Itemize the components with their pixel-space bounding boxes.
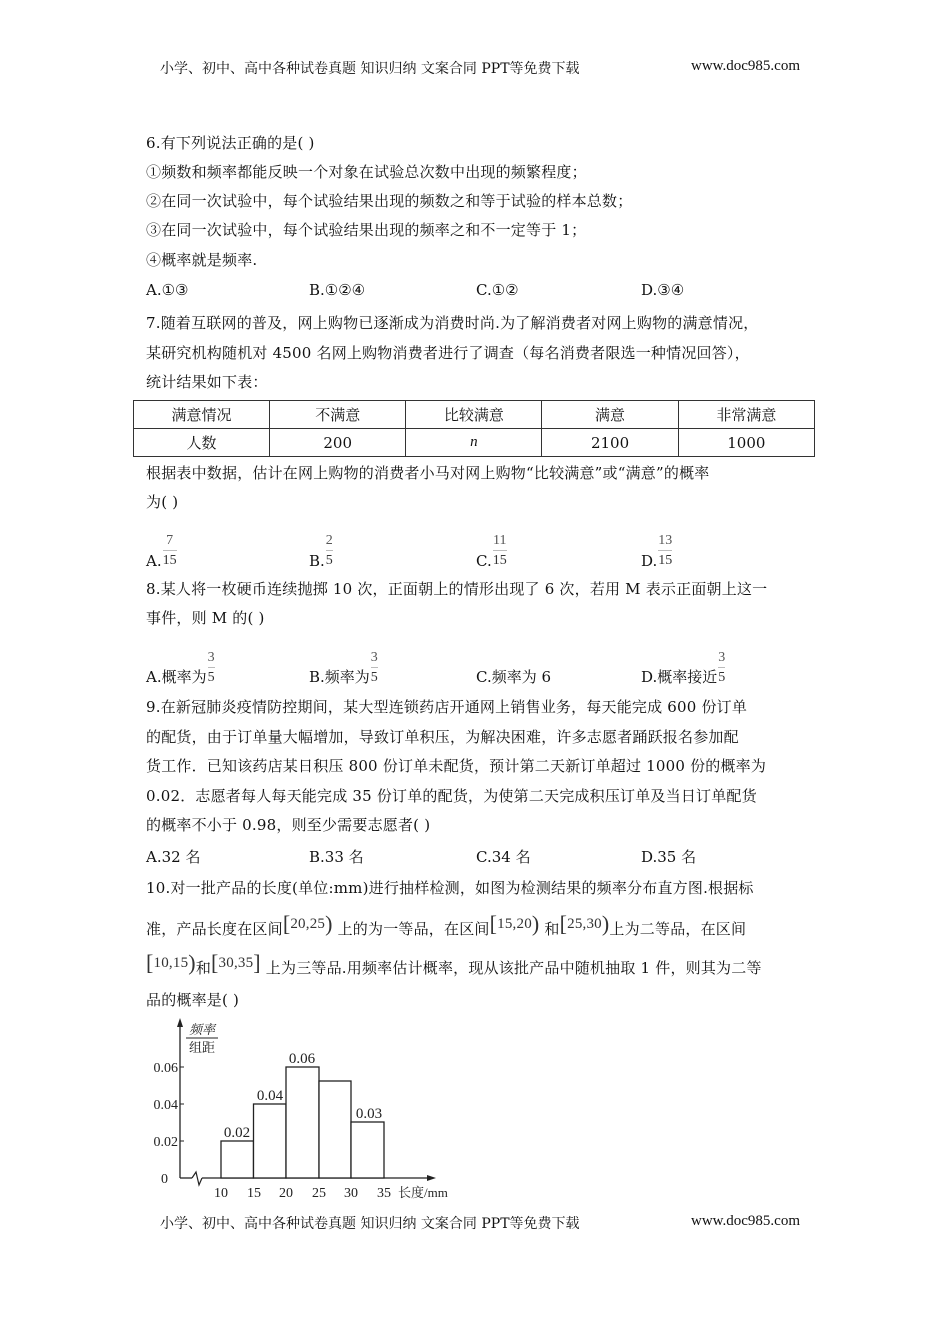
x-tick-label: 35 <box>377 1186 391 1201</box>
footer-site-link[interactable]: www.doc985.com <box>690 1213 800 1229</box>
option-label: A.概率为 <box>146 668 207 686</box>
option-label: B.频率为 <box>309 668 370 686</box>
option-label: B. <box>309 552 325 570</box>
x-axis-label: 长度/mm <box>398 1185 448 1200</box>
fraction-bar <box>163 550 177 551</box>
right-paren: ) <box>325 911 333 936</box>
text: 和 <box>544 920 560 938</box>
denominator: 5 <box>718 670 726 685</box>
x-tick-label: 15 <box>247 1186 261 1201</box>
table-header-row <box>134 401 815 429</box>
q9-stem-line-5: 的概率不小于 0.98，则至少需要志愿者( ) <box>146 816 431 834</box>
y-axis-label-top: 频率 <box>188 1022 216 1037</box>
left-bracket: [ <box>559 911 568 936</box>
q8-option-c[interactable] <box>476 637 551 687</box>
y-tick-label: 0.06 <box>153 1061 178 1076</box>
page-header <box>160 58 800 78</box>
denominator: 15 <box>658 553 673 568</box>
table-cell: 非常满意 <box>678 401 814 429</box>
fraction-bar <box>718 667 725 668</box>
denominator: 5 <box>370 670 378 685</box>
q9-stem-line-4: 0.02．志愿者每人每天能完成 35 份订单的配货，为使第二天完成积压订单及当日订单配货 <box>146 787 757 805</box>
q9-stem-line-3: 货工作．已知该药店某日积压 800 份订单未配货，预计第二天新订单超过 1000 份的概率为 <box>146 757 767 775</box>
option-label: D.概率接近 <box>641 668 718 686</box>
fraction-bar <box>371 667 378 668</box>
q8-option-d[interactable] <box>641 637 725 687</box>
q6-options <box>146 281 826 305</box>
numerator: 3 <box>370 650 378 665</box>
interval-values: 25,30 <box>567 916 602 932</box>
numerator: 3 <box>718 650 726 665</box>
fraction-bar <box>493 550 507 551</box>
satisfaction-table <box>133 400 815 457</box>
right-paren: ) <box>531 911 540 936</box>
y-axis-label-bottom: 组距 <box>188 1040 216 1055</box>
y-tick-label: 0.02 <box>153 1135 178 1150</box>
page-footer <box>160 1213 800 1233</box>
q7-option-a[interactable] <box>146 520 177 570</box>
x-tick-label: 20 <box>279 1186 293 1201</box>
q9-stem-line-1: 9.在新冠肺炎疫情防控期间，某大型连锁药店开通网上销售业务，每天能完成 600 份订单 <box>146 698 748 716</box>
right-paren: ) <box>601 911 610 936</box>
denominator: 5 <box>325 553 333 568</box>
fraction <box>493 533 507 568</box>
q6-option-d[interactable]: D.③④ <box>641 281 685 299</box>
numerator: 7 <box>166 533 174 548</box>
q6-statement-3: ③在同一次试验中，每个试验结果出现的频率之和不一定等于 1； <box>146 221 587 239</box>
table-cell: 人数 <box>134 429 270 457</box>
q7-option-b[interactable] <box>309 520 333 570</box>
q9-option-c[interactable]: C.34 名 <box>476 848 531 866</box>
q9-options <box>146 846 826 870</box>
interval-values: 15,20 <box>497 916 532 932</box>
histogram-bar-30-35 <box>351 1122 384 1178</box>
y-tick-label: 0 <box>161 1172 168 1187</box>
option-label: C. <box>476 552 492 570</box>
q10-stem-line-1: 10.对一批产品的长度(单位:mm)进行抽样检测，如图为检测结果的频率分布直方图.根据标 <box>146 879 754 897</box>
q9-option-a[interactable]: A.32 名 <box>146 848 201 866</box>
q8-options <box>146 637 826 687</box>
q9-option-d[interactable]: D.35 名 <box>641 848 697 866</box>
q10-stem-line-2 <box>146 911 747 940</box>
q7-option-d[interactable] <box>641 520 672 570</box>
q6-statement-1: ①频数和频率都能反映一个对象在试验总次数中出现的频繁程度； <box>146 163 587 181</box>
interval-20-25 <box>282 911 333 936</box>
numerator: 11 <box>492 533 507 548</box>
q8-stem-line-1: 8.某人将一枚硬币连续抛掷 10 次，正面朝上的情形出现了 6 次，若用 M 表示正面朝上这一 <box>146 580 768 598</box>
table-cell: n <box>406 429 542 457</box>
bar-label: 0.06 <box>288 1051 316 1067</box>
interval-30-35 <box>211 950 261 975</box>
interval-values: 10,15 <box>153 955 189 971</box>
header-text: 小学、初中、高中各种试卷真题 知识归纳 文案合同 PPT等免费下载 <box>160 61 580 77</box>
numerator: 2 <box>325 533 333 548</box>
table-cell: 不满意 <box>270 401 406 429</box>
histogram-bar-20-25 <box>286 1067 319 1178</box>
q7-stem-line-2: 某研究机构随机对 4500 名网上购物消费者进行了调查（每名消费者限选一种情况回答）， <box>146 344 750 362</box>
q7-question-line-1: 根据表中数据，估计在网上购物的消费者小马对网上购物“比较满意”或“满意”的概率 <box>146 464 710 482</box>
q9-stem-line-2: 的配货，由于订单量大幅增加，导致订单积压，为解决困难，许多志愿者踊跃报名参加配 <box>146 728 739 746</box>
fraction-bar <box>208 667 215 668</box>
fraction <box>371 650 378 685</box>
denominator: 15 <box>162 553 177 568</box>
q10-stem-line-3 <box>146 950 762 979</box>
q6-stem: 6.有下列说法正确的是( ) <box>146 134 315 152</box>
q6-option-c[interactable]: C.①② <box>476 281 519 299</box>
denominator: 15 <box>492 553 507 568</box>
q9-option-b[interactable]: B.33 名 <box>309 848 364 866</box>
q6-option-a[interactable]: A.①③ <box>146 281 189 299</box>
numerator: 3 <box>207 650 215 665</box>
axis-break-icon <box>192 1172 202 1185</box>
fraction <box>326 533 333 568</box>
denominator: 5 <box>207 670 215 685</box>
frequency-histogram <box>140 1015 480 1205</box>
table-row <box>134 429 815 457</box>
interval-10-15 <box>146 950 196 975</box>
interval-values: 30,35 <box>218 955 254 971</box>
x-axis-arrow-icon <box>427 1175 436 1181</box>
y-axis-arrow-icon <box>177 1018 183 1027</box>
q6-option-b[interactable]: B.①②④ <box>309 281 366 299</box>
bar-label: 0.02 <box>223 1125 251 1141</box>
fraction <box>208 650 215 685</box>
text: 上的为一等品，在区间 <box>337 920 490 938</box>
table-cell: 2100 <box>542 429 678 457</box>
left-bracket: [ <box>146 950 154 975</box>
fraction-bar <box>326 550 333 551</box>
fraction <box>658 533 672 568</box>
q7-stem-line-1: 7.随着互联网的普及，网上购物已逐渐成为消费时尚.为了解消费者对网上购物的满意情况， <box>146 314 759 332</box>
table-cell: 比较满意 <box>406 401 542 429</box>
option-label: C.频率为 6 <box>476 668 552 686</box>
q8-option-b[interactable] <box>309 637 378 687</box>
fraction-bar <box>658 550 672 551</box>
fraction <box>163 533 177 568</box>
left-bracket: [ <box>282 911 291 936</box>
table-cell: 200 <box>270 429 406 457</box>
table-cell: 1000 <box>678 429 814 457</box>
footer-text: 小学、初中、高中各种试卷真题 知识归纳 文案合同 PPT等免费下载 <box>160 1216 580 1232</box>
x-tick-label: 30 <box>344 1186 358 1201</box>
bar-label: 0.04 <box>256 1088 284 1104</box>
histogram-bar-25-30 <box>319 1081 351 1178</box>
interval-25-30 <box>559 911 610 936</box>
x-tick-label: 25 <box>312 1186 326 1201</box>
histogram-bar-10-15 <box>221 1141 254 1178</box>
q7-option-c[interactable] <box>476 520 507 570</box>
interval-15-20 <box>489 911 540 936</box>
left-bracket: [ <box>489 911 498 936</box>
q8-stem-line-2: 事件，则 M 的( ) <box>146 609 265 627</box>
numerator: 13 <box>658 533 673 548</box>
q8-option-a[interactable] <box>146 637 215 687</box>
table-cell: 满意情况 <box>134 401 270 429</box>
bar-label: 0.03 <box>355 1106 383 1122</box>
option-label: D. <box>641 552 658 570</box>
q7-stem-line-3: 统计结果如下表： <box>146 373 268 391</box>
text: 上为二等品，在区间 <box>609 920 747 938</box>
fraction <box>718 650 725 685</box>
table-cell: 满意 <box>542 401 678 429</box>
option-label: A. <box>146 552 162 570</box>
q10-stem-line-4: 品的概率是( ) <box>146 991 240 1009</box>
interval-values: 20,25 <box>290 916 326 932</box>
right-paren: ) <box>188 950 196 975</box>
q6-statement-4: ④概率就是频率. <box>146 251 258 269</box>
header-site-link[interactable]: www.doc985.com <box>690 58 800 74</box>
q7-question-line-2: 为( ) <box>146 493 179 511</box>
left-bracket: [ <box>211 950 219 975</box>
histogram-bar-15-20 <box>254 1104 287 1178</box>
text: 上为三等品.用频率估计概率，现从该批产品中随机抽取 1 件，则其为二等 <box>265 959 762 977</box>
text: 和 <box>195 959 212 977</box>
q6-statement-2: ②在同一次试验中，每个试验结果出现的频数之和等于试验的样本总数； <box>146 192 633 210</box>
q7-options <box>146 520 826 570</box>
right-bracket: ] <box>253 950 261 975</box>
y-tick-label: 0.04 <box>153 1098 178 1113</box>
x-tick-label: 10 <box>214 1186 228 1201</box>
text: 准，产品长度在区间 <box>146 920 283 938</box>
